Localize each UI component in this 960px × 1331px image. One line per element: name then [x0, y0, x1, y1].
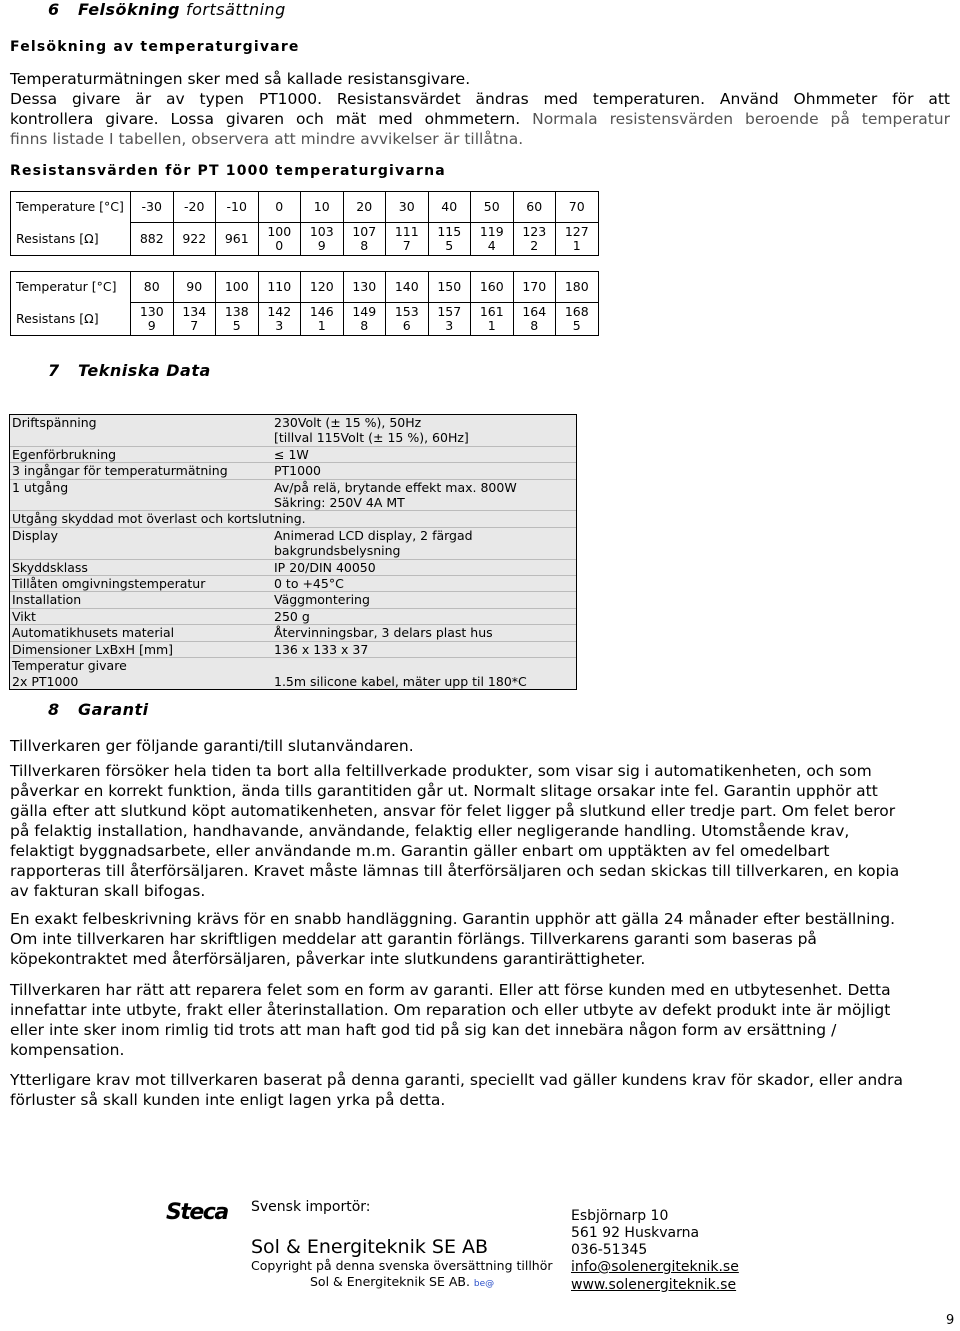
- resistance-cell: 146 1: [301, 303, 344, 336]
- resistance-cell: 153 6: [386, 303, 429, 336]
- tech-key: Skyddsklass: [12, 559, 88, 575]
- website-link[interactable]: www.solenergiteknik.se: [571, 1277, 737, 1293]
- page-number: 9: [946, 1313, 955, 1328]
- resistance-cell: 922: [173, 223, 216, 256]
- temperature-cell: 170: [513, 272, 556, 303]
- steca-logo: Steca: [166, 1200, 228, 1225]
- temperature-cell: 0: [258, 192, 301, 223]
- resistance-cell: 107 8: [343, 223, 386, 256]
- tech-key: Driftspänning: [12, 415, 97, 430]
- resistance-cell: 149 8: [343, 303, 386, 336]
- garanti-paragraph-3: Tillverkaren har rätt att reparera felet som en form av garanti. Eller att förse kunden med en utbytesenhet. Detta innefattar inte utbyte, frakt eller återinstallation. Om reparation och eller utbyte av defekt produkt inte är möjligt eller inte sker inom rimlig tid trots att man haft god tid på sig kan det innebära någon form av ersättning / kompensation.: [10, 981, 891, 1059]
- resistance-cell: 103 9: [301, 223, 344, 256]
- section-8-heading: 8 Garanti: [48, 700, 149, 719]
- temperature-cell: 120: [301, 272, 344, 303]
- table-row: [11, 272, 599, 303]
- resistance-cell: 123 2: [513, 223, 556, 256]
- subheading-temperature-sensor: Felsökning av temperaturgivare: [10, 39, 300, 55]
- resistance-cell: 111 7: [386, 223, 429, 256]
- resistance-cell: 157 3: [428, 303, 471, 336]
- tech-key: 3 ingångar för temperaturmätning: [12, 463, 228, 479]
- phone-number: 036-51345: [571, 1242, 648, 1258]
- garanti-paragraph-4: Ytterligare krav mot tillverkaren baserat på denna garanti, speciellt vad gäller kundens krav för skador, eller andra förluster så skall kunden inte enligt lagen yrka på detta.: [10, 1071, 903, 1109]
- temperature-cell: 100: [216, 272, 259, 303]
- temperature-cell: 10: [301, 192, 344, 223]
- resistance-cell: 164 8: [513, 303, 556, 336]
- tech-value: IP 20/DIN 40050: [274, 559, 376, 575]
- resistance-label: Resistans [Ω]: [11, 223, 131, 256]
- copyright-line-1: Copyright på denna svenska översättning tillhör: [251, 1258, 553, 1273]
- importer-label: Svensk importör:: [251, 1199, 371, 1215]
- temperature-label: Temperature [°C]: [11, 192, 131, 223]
- table-row: [11, 223, 599, 256]
- resistance-cell: 142 3: [258, 303, 301, 336]
- table-row: [10, 658, 576, 689]
- tech-key: 1 utgång: [12, 479, 69, 495]
- tech-key: Installation: [12, 592, 82, 608]
- table-row: [10, 609, 576, 625]
- temperature-cell: 40: [428, 192, 471, 223]
- tech-key: Automatikhusets material: [12, 625, 175, 641]
- resistance-cell: 119 4: [471, 223, 514, 256]
- resistance-label: Resistans [Ω]: [11, 303, 131, 336]
- section-7-heading: 7 Tekniska Data: [48, 361, 211, 380]
- resistance-cell: 961: [216, 223, 259, 256]
- table-row: [10, 642, 576, 658]
- tech-key: Temperatur givare: [12, 658, 127, 674]
- section-6-heading: 6 Felsökning fortsättning: [48, 0, 286, 19]
- tech-key: Egenförbrukning: [12, 446, 117, 462]
- table-row: [10, 528, 576, 560]
- tech-value: 250 g: [274, 608, 310, 624]
- tech-value: 230Volt (± 15 %), 50Hz [tillval 115Volt (± 15 %), 60Hz]: [274, 415, 469, 446]
- resistance-cell: 168 5: [556, 303, 599, 336]
- tech-value: PT1000: [274, 463, 321, 479]
- tech-key: 2x PT1000: [12, 673, 79, 689]
- resistance-table-2: [10, 271, 599, 336]
- tech-value: Av/på relä, brytande effekt max. 800W Säkring: 250V 4A MT: [274, 479, 517, 511]
- temperature-cell: 30: [386, 192, 429, 223]
- copyright-mark: be@: [473, 1279, 495, 1289]
- tech-value: Väggmontering: [274, 592, 370, 608]
- temperature-cell: 160: [471, 272, 514, 303]
- tech-key: Display: [12, 527, 59, 543]
- company-name: Sol & Energiteknik SE AB: [251, 1236, 489, 1258]
- tech-value: 0 to +45°C: [274, 576, 344, 592]
- tech-key: Dimensioner LxBxH [mm]: [12, 641, 174, 657]
- tech-value: Animerad LCD display, 2 färgad bakgrundsbelysning: [274, 527, 473, 559]
- tech-value: 1.5m silicone kabel, mäter upp til 180*C: [274, 673, 527, 689]
- temperature-label: Temperatur [°C]: [11, 272, 131, 303]
- resistance-cell: 134 7: [173, 303, 216, 336]
- temperature-cell: 140: [386, 272, 429, 303]
- tech-key: Tillåten omgivningstemperatur: [12, 576, 206, 592]
- garanti-paragraph-2: En exakt felbeskrivning krävs för en snabb handläggning. Garantin upphör att gälla 24 månader efter beställning. Om inte tillverkaren har skriftligen meddelar att garantin förlängs. Tillverkarens garanti som baseras på köpekontraktet med återförsäljaren, påverkar inte slutkundens garantirättigheter.: [10, 910, 896, 968]
- table-row: [11, 303, 599, 336]
- subheading-resistance-values: Resistansvärden för PT 1000 temperaturgivarna: [10, 163, 446, 179]
- temperature-cell: 60: [513, 192, 556, 223]
- resistance-cell: 161 1: [471, 303, 514, 336]
- table-row: [10, 447, 576, 463]
- temperature-cell: 180: [556, 272, 599, 303]
- tech-value: 136 x 133 x 37: [274, 641, 369, 657]
- garanti-paragraph-1: Tillverkaren försöker hela tiden ta bort alla feltillverkade produkter, som visar sig i automatikenheten, och som påverkar en korrekt funktion, ända tills garantitiden går ut. Normalt slitage orsakar inte fel. Garantin upphör att gälla efter att slutkund köpt automatikenheten, ansvar för felet ligger på slutkund eller tredje part. Om felet beror på felaktig installation, handhavande, användande, felaktig eller negligerande handling. Utomstående krav, felaktigt byggnadsarbete, eller användande m.m. Garantin gäller enbart om upptäkten av fel omedelbart rapporteras till återförsäljaren. Kravet måste lämnas till återförsäljaren och sedan skickas till tillverkaren, en kopia av fakturan skall bifogas.: [10, 762, 900, 900]
- resistance-cell: 130 9: [131, 303, 174, 336]
- table-row: [10, 576, 576, 592]
- tech-key: Vikt: [12, 608, 36, 624]
- temperature-cell: 150: [428, 272, 471, 303]
- garanti-intro: Tillverkaren ger följande garanti/till slutanvändaren.: [10, 737, 414, 755]
- temperature-cell: 70: [556, 192, 599, 223]
- temperature-cell: 20: [343, 192, 386, 223]
- table-row: [10, 463, 576, 479]
- tech-value: ≤ 1W: [274, 446, 309, 462]
- table-row: [10, 625, 576, 641]
- table-row: [10, 560, 576, 576]
- temperature-cell: 130: [343, 272, 386, 303]
- table-row: [10, 415, 576, 447]
- address-line-2: 561 92 Huskvarna: [571, 1225, 700, 1241]
- intro-paragraph: Temperaturmätningen sker med så kallade resistansgivare. Dessa givare är av typen PT1000. Resistansvärdet ändras med temperaturen. Använd Ohmmeter för att kontrollera givare. Lossa givaren och mät med ohmmetern. Normala resistensvärden beroende på temperatur finns listade I tabellen, observera att mindre avvikelser är tillåtna.: [10, 70, 950, 148]
- table-row: [11, 192, 599, 223]
- resistance-cell: 127 1: [556, 223, 599, 256]
- temperature-cell: 50: [471, 192, 514, 223]
- table-row: [10, 592, 576, 608]
- table-row: [10, 480, 576, 512]
- temperature-cell: 110: [258, 272, 301, 303]
- temperature-cell: -10: [216, 192, 259, 223]
- tech-value: Återvinningsbar, 3 delars plast hus: [274, 625, 493, 641]
- email-link[interactable]: info@solenergiteknik.se: [571, 1259, 739, 1275]
- copyright-line-2: Sol & Energiteknik SE AB. be@: [310, 1274, 495, 1289]
- temperature-cell: 80: [131, 272, 174, 303]
- resistance-cell: 100 0: [258, 223, 301, 256]
- temperature-cell: -20: [173, 192, 216, 223]
- resistance-cell: 882: [131, 223, 174, 256]
- table-row: Utgång skyddad mot överlast och kortslutning.: [10, 511, 576, 527]
- resistance-table-1: [10, 191, 599, 256]
- resistance-cell: 115 5: [428, 223, 471, 256]
- address-line-1: Esbjörnarp 10: [571, 1208, 669, 1224]
- technical-data-table: [9, 414, 577, 690]
- temperature-cell: 90: [173, 272, 216, 303]
- temperature-cell: -30: [131, 192, 174, 223]
- resistance-cell: 138 5: [216, 303, 259, 336]
